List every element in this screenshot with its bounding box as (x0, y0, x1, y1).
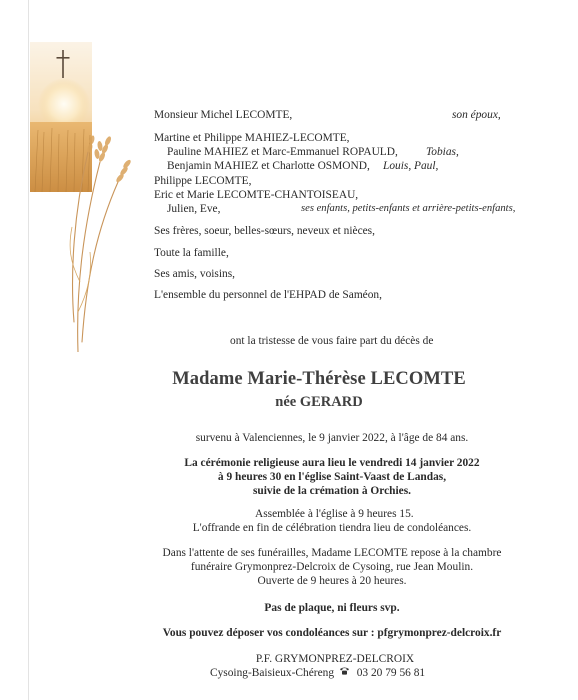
rest-line-3: Ouverte de 9 heures à 20 heures. (257, 575, 407, 587)
wheat-cross-artwork (30, 42, 135, 352)
condolences-note: Vous pouvez déposer vos condoléances sur : pfgrymonprez-delcroix.fr (162, 627, 502, 639)
child-line-6: Julien, Eve, (167, 203, 221, 215)
deceased-name: Madame Marie-Thérèse LECOMTE (172, 369, 466, 389)
grandchildren-2: Louis, Paul, (383, 160, 439, 172)
ceremony-line-3: suivie de la crémation à Orchies. (253, 485, 411, 497)
funeral-home-name: P.F. GRYMONPREZ-DELCROIX (255, 653, 415, 665)
family-line: Toute la famille, (154, 247, 229, 259)
staff-line: L'ensemble du personnel de l'EHPAD de Saméon, (154, 289, 382, 301)
telephone-icon (339, 666, 350, 680)
children-role: ses enfants, petits-enfants et arrière-petits-enfants, (301, 203, 516, 214)
funeral-home-contact (210, 666, 425, 680)
death-info: survenu à Valenciennes, le 9 janvier 2022, à l'âge de 84 ans. (195, 432, 469, 444)
rest-line-2: funéraire Grymonprez-Delcroix de Cysoing, rue Jean Moulin. (190, 561, 474, 573)
margin-rule (28, 0, 29, 700)
birth-name: née GERARD (275, 394, 363, 410)
child-line-1: Martine et Philippe MAHIEZ-LECOMTE, (154, 132, 350, 144)
funeral-home-phone: 03 20 79 56 81 (356, 667, 426, 679)
husband-role: son époux, (452, 109, 501, 121)
flowers-note: Pas de plaque, ni fleurs svp. (264, 602, 400, 614)
child-line-3: Benjamin MAHIEZ et Charlotte OSMOND, (167, 160, 370, 172)
child-line-4: Philippe LECOMTE, (154, 175, 252, 187)
friends-line: Ses amis, voisins, (154, 268, 236, 280)
ceremony-line-2: à 9 heures 30 en l'église Saint-Vaast de Landas, (217, 471, 447, 483)
ceremony-line-1: La cérémonie religieuse aura lieu le vendredi 14 janvier 2022 (184, 457, 480, 469)
child-line-5: Eric et Marie LECOMTE-CHANTOISEAU, (154, 189, 359, 201)
husband-name: Monsieur Michel LECOMTE, (154, 109, 293, 121)
offering-line: L'offrande en fin de célébration tiendra lieu de condoléances. (192, 522, 472, 534)
child-line-2: Pauline MAHIEZ et Marc-Emmanuel ROPAULD, (167, 146, 398, 158)
grandchildren-1: Tobias, (426, 146, 459, 158)
field-panel (30, 122, 92, 192)
rest-line-1: Dans l'attente de ses funérailles, Madame LECOMTE repose à la chambre (162, 547, 502, 559)
funeral-home-city: Cysoing-Baisieux-Chéreng (210, 667, 335, 679)
siblings-line: Ses frères, soeur, belles-sœurs, neveux et nièces, (154, 225, 375, 237)
wheat-ears (87, 135, 132, 183)
assembly-line: Assemblée à l'église à 9 heures 15. (255, 508, 414, 520)
intro-line: ont la tristesse de vous faire part du décès de (230, 335, 434, 347)
